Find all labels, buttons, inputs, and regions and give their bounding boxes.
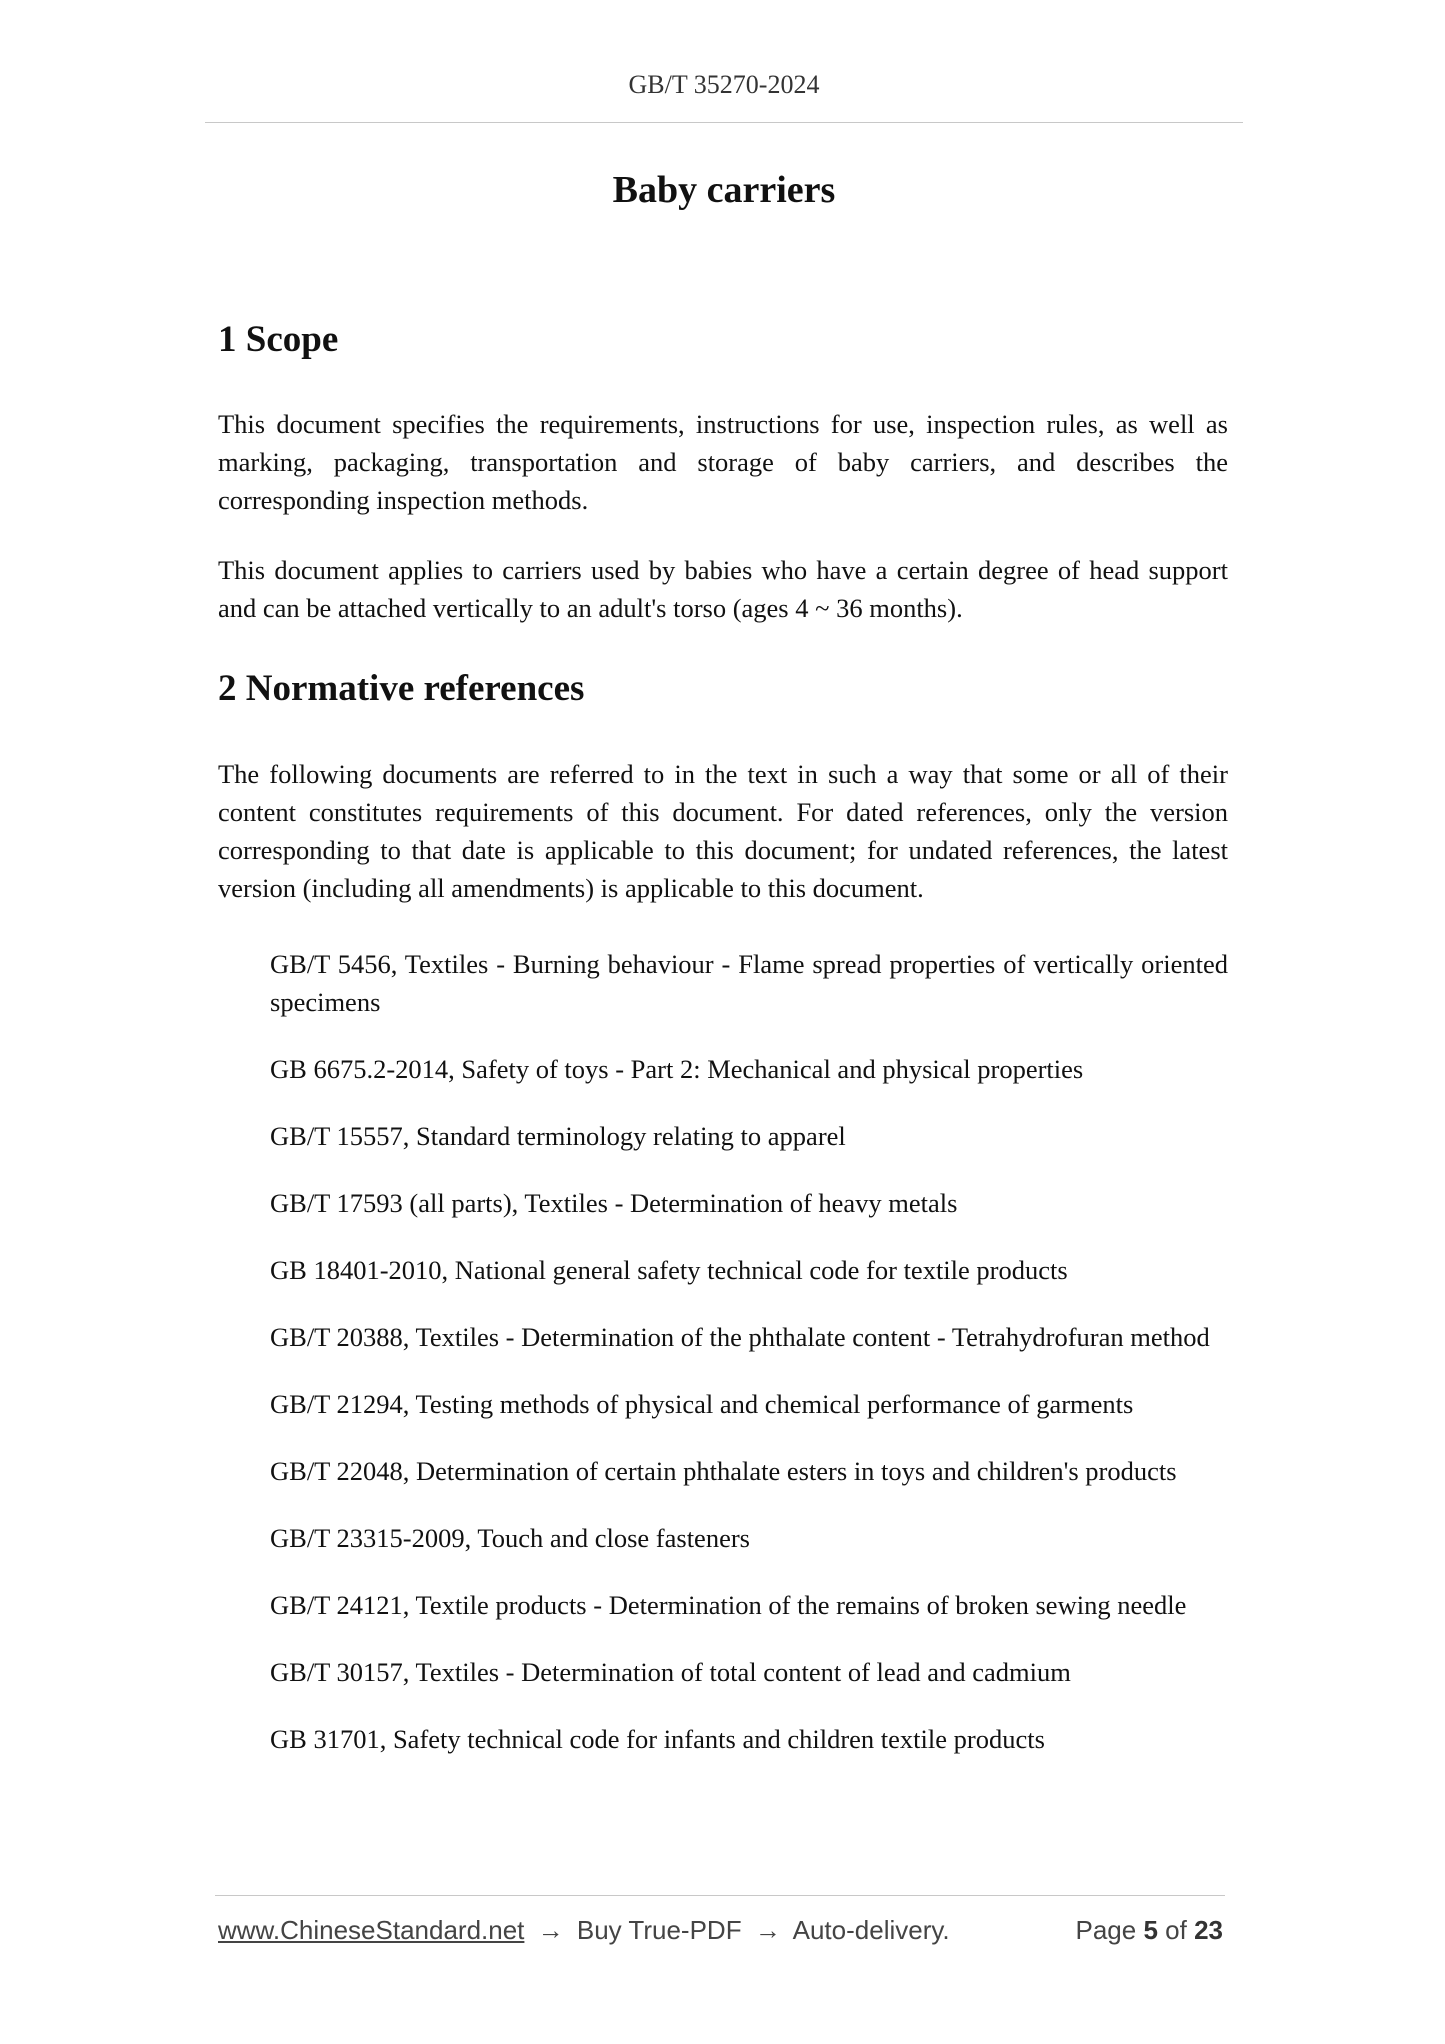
scope-paragraph-1: This document specifies the requirements, instructions for use, inspection rules, as well as marking, packaging, transportation and storage of baby carriers, and describes the corresponding inspection methods. xyxy=(218,409,1228,515)
page-indicator xyxy=(1075,1915,1223,1946)
header-divider xyxy=(205,122,1243,123)
reference-item: GB 18401-2010, National general safety technical code for textile products xyxy=(270,1255,1068,1285)
document-title: Baby carriers xyxy=(612,169,836,211)
page-of-label: of xyxy=(1165,1915,1187,1945)
reference-item: GB/T 20388, Textiles - Determination of the phthalate content - Tetrahydrofuran method xyxy=(270,1322,1210,1352)
footer-buy-text: Buy True-PDF xyxy=(576,1915,742,1945)
current-page-number: 5 xyxy=(1143,1915,1158,1945)
reference-item: GB/T 30157, Textiles - Determination of total content of lead and cadmium xyxy=(270,1657,1071,1687)
reference-item: GB/T 15557, Standard terminology relating to apparel xyxy=(270,1121,846,1151)
right-arrow-icon: → xyxy=(537,1915,564,1945)
reference-item: GB/T 21294, Testing methods of physical and chemical performance of garments xyxy=(270,1389,1134,1419)
right-arrow-icon: → xyxy=(754,1915,781,1945)
reference-item: GB/T 17593 (all parts), Textiles - Determination of heavy metals xyxy=(270,1188,958,1218)
reference-item: GB 31701, Safety technical code for infants and children textile products xyxy=(270,1724,1045,1754)
page-label: Page xyxy=(1075,1915,1137,1945)
running-header: GB/T 35270-2024 xyxy=(628,70,820,99)
section-heading-scope: 1 Scope xyxy=(218,319,339,360)
chinesestandard-link[interactable]: www.ChineseStandard.net xyxy=(218,1915,525,1945)
reference-list xyxy=(270,945,1228,1787)
reference-item: GB/T 23315-2009, Touch and close fasteners xyxy=(270,1523,750,1553)
reference-item: GB 6675.2-2014, Safety of toys - Part 2: Mechanical and physical properties xyxy=(270,1054,1084,1084)
normative-intro-paragraph: The following documents are referred to in the text in such a way that some or all of their content constitutes requirements of this document. For dated references, only the version corresponding to that date is applicable to this document; for undated references, the latest version (including all amendments) is applicable to this document. xyxy=(218,759,1228,903)
footer-divider xyxy=(215,1895,1225,1896)
reference-item: GB/T 5456, Textiles - Burning behaviour - Flame spread properties of vertically oriented specimens xyxy=(270,949,1228,1017)
total-page-count: 23 xyxy=(1194,1915,1223,1945)
reference-item: GB/T 22048, Determination of certain phthalate esters in toys and children's products xyxy=(270,1456,1177,1486)
page-footer xyxy=(218,1915,1223,1946)
reference-item: GB/T 24121, Textile products - Determination of the remains of broken sewing needle xyxy=(270,1590,1187,1620)
scope-paragraph-2: This document applies to carriers used by babies who have a certain degree of head support and can be attached vertically to an adult's torso (ages 4 ~ 36 months). xyxy=(218,555,1228,623)
footer-delivery-text: Auto-delivery. xyxy=(792,1915,950,1945)
section-heading-normative-references: 2 Normative references xyxy=(218,668,585,709)
